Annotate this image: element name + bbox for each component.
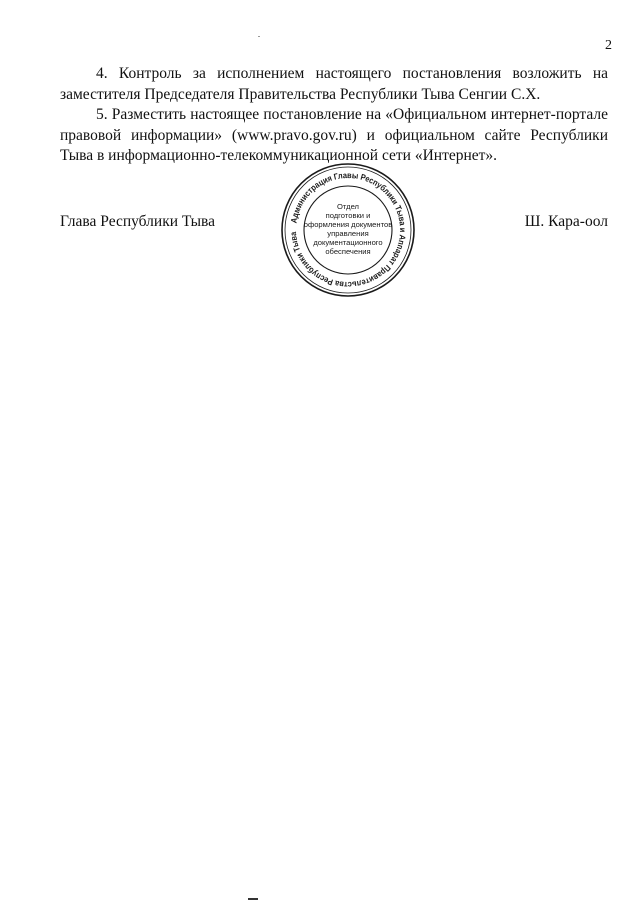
stamp-line-5: документационного [313,238,383,247]
page-number: 2 [605,38,612,53]
document-body [60,64,608,167]
stamp-ring-text: Администрация Главы Республики Тыва и Аппарат Правительства Республики Тыва [287,169,409,291]
paragraph-4: 4. Контроль за исполнением настоящего постановления возложить на заместителя Председателя Правительства Республики Тыва Сенгии С.Х. [60,65,608,103]
signatory-position: Глава Республики Тыва [60,213,216,230]
scan-artifact-mark [248,898,258,900]
stamp-seal-icon [278,160,418,300]
paragraph-5: 5. Разместить настоящее постановление на «Официальном интернет-портале правовой информации» (www.pravo.gov.ru) и официальном сайте Республики Тыва в информационно-телекоммуникационной сети «Интернет». [60,106,608,164]
stamp-line-2: подготовки и [325,211,371,220]
stamp-line-3: оформления документов [303,220,393,229]
official-stamp [278,160,418,300]
stamp-line-4: управления [327,229,369,238]
signatory-name: Ш. Кара-оол [524,213,608,230]
stamp-line-1: Отдел [337,202,359,211]
stamp-line-6: обеспечения [325,247,371,256]
scan-artifact-dot [258,36,260,37]
